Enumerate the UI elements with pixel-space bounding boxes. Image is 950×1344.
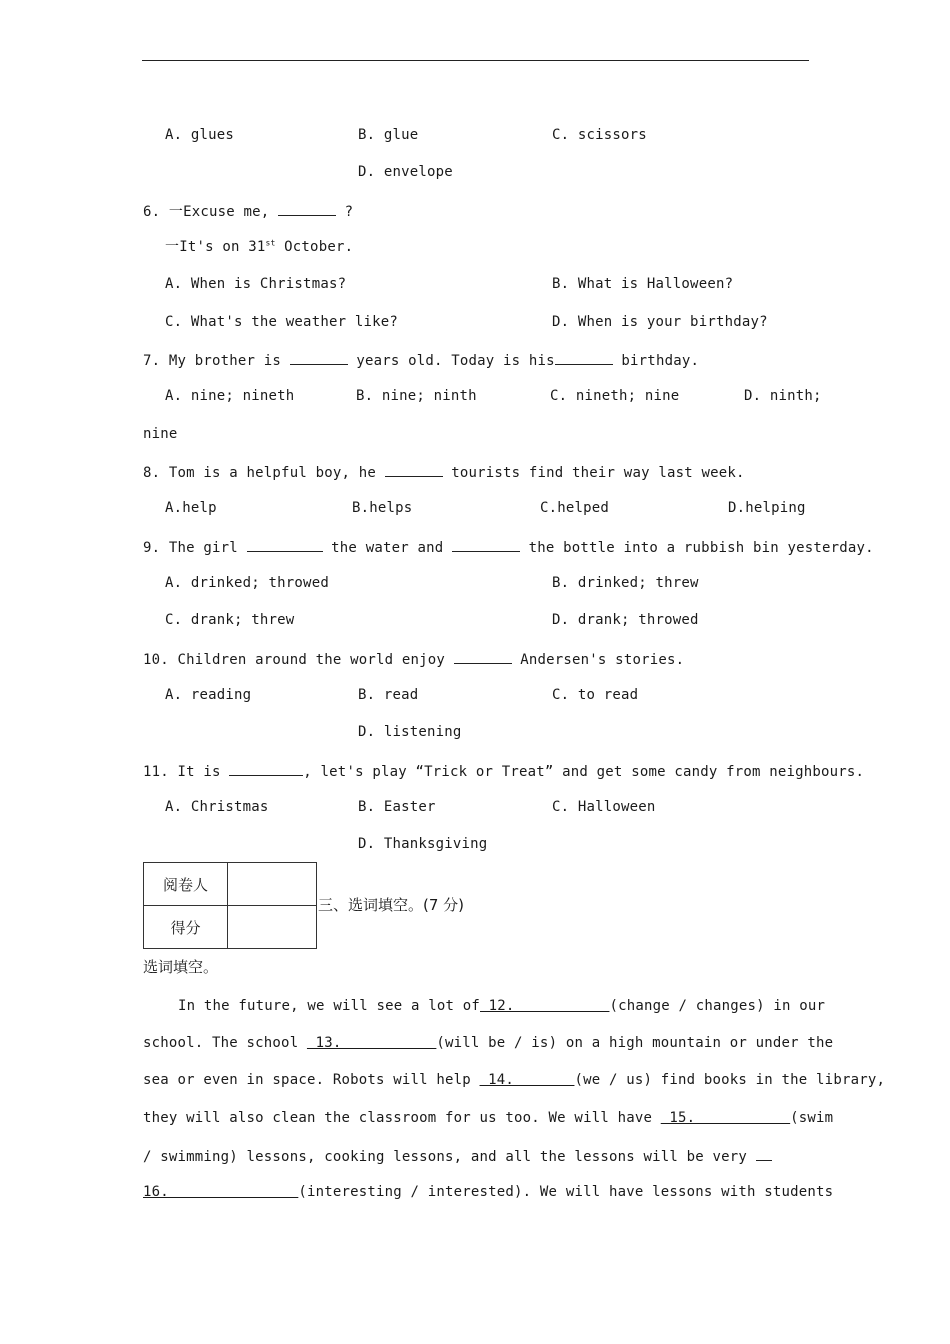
- q7-option-b: B. nine; ninth: [356, 388, 477, 404]
- q10-option-d: D. listening: [358, 724, 462, 740]
- q8-blank: [385, 462, 443, 477]
- blank-14[interactable]: 14.: [479, 1072, 575, 1088]
- passage-line-3: [143, 1071, 885, 1089]
- q6-stem: [143, 201, 353, 221]
- q6-answer-sup: st: [265, 238, 276, 248]
- q11-option-a: A. Christmas: [165, 799, 269, 815]
- passage-text: sea or even in space. Robots will help: [143, 1072, 480, 1088]
- q6-stem-suffix: ?: [336, 204, 354, 220]
- q8-stem: [143, 462, 745, 482]
- passage-line-4: [143, 1109, 833, 1127]
- passage-text: In the future, we will see a lot of: [178, 998, 481, 1014]
- q5-option-b: B. glue: [358, 127, 419, 143]
- score-cell[interactable]: [228, 906, 317, 949]
- q10-blank: [454, 649, 512, 664]
- q11-option-c: C. Halloween: [552, 799, 656, 815]
- q9-stem-part2: the water and: [322, 540, 452, 556]
- q9-stem: [143, 537, 874, 557]
- q10-option-c: C. to read: [552, 687, 639, 703]
- q11-stem-part2: , let's play “Trick or Treat” and get some candy from neighbours.: [303, 764, 865, 780]
- q10-option-b: B. read: [358, 687, 419, 703]
- passage-text: / swimming) lessons, cooking lessons, and all the lessons will be very: [143, 1149, 756, 1165]
- passage-line-1: [178, 997, 825, 1015]
- header-rule: [142, 60, 809, 61]
- q6-answer: [165, 238, 353, 256]
- passage-text: (will be / is) on a high mountain or under the: [436, 1035, 834, 1051]
- q5-option-c: C. scissors: [552, 127, 647, 143]
- blank-16-start[interactable]: [756, 1146, 772, 1161]
- score-table: [143, 862, 317, 949]
- q9-blank-2: [452, 537, 520, 552]
- q7-option-d: D. ninth;: [744, 388, 822, 404]
- passage-text: (we / us) find books in the library,: [574, 1072, 886, 1088]
- passage-text: (change / changes) in our: [609, 998, 826, 1014]
- reviewer-label: 阅卷人: [144, 863, 228, 906]
- q7-blank-2: [555, 350, 613, 365]
- q8-stem-part2: tourists find their way last week.: [442, 465, 745, 481]
- q9-option-b: B. drinked; threw: [552, 575, 699, 591]
- section3-title: 三、选词填空。(7 分): [318, 896, 465, 914]
- q7-stem-part3: birthday.: [612, 353, 700, 369]
- score-table-row: [144, 863, 317, 906]
- q9-option-c: C. drank; threw: [165, 612, 295, 628]
- q7-stem-part1: 7. My brother is: [143, 353, 290, 369]
- q6-option-c: C. What's the weather like?: [165, 314, 398, 330]
- q10-stem-part1: 10. Children around the world enjoy: [143, 652, 454, 668]
- blank-13[interactable]: 13.: [306, 1035, 437, 1051]
- section3-instruction: 选词填空。: [143, 958, 219, 976]
- q11-option-d: D. Thanksgiving: [358, 836, 488, 852]
- q10-option-a: A. reading: [165, 687, 252, 703]
- passage-text: school. The school: [143, 1035, 307, 1051]
- q7-stem: [143, 350, 699, 370]
- q6-stem-prefix: 6. 一Excuse me,: [143, 204, 279, 220]
- q8-option-c: C.helped: [540, 500, 610, 516]
- passage-text: they will also clean the classroom for us too. We will have: [143, 1110, 661, 1126]
- q9-option-a: A. drinked; throwed: [165, 575, 329, 591]
- q5-option-a: A. glues: [165, 127, 235, 143]
- q7-option-d-continued: nine: [143, 426, 178, 442]
- q6-option-a: A. When is Christmas?: [165, 276, 347, 292]
- q9-blank-1: [247, 537, 323, 552]
- q8-stem-part1: 8. Tom is a helpful boy, he: [143, 465, 385, 481]
- q11-option-b: B. Easter: [358, 799, 436, 815]
- passage-text: (interesting / interested). We will have lessons with students: [298, 1184, 834, 1200]
- q7-option-a: A. nine; nineth: [165, 388, 295, 404]
- q6-blank: [278, 201, 336, 216]
- q8-option-b: B.helps: [352, 500, 413, 516]
- blank-15[interactable]: 15.: [660, 1110, 791, 1126]
- q7-blank-1: [290, 350, 348, 365]
- reviewer-cell[interactable]: [228, 863, 317, 906]
- q9-stem-part3: the bottle into a rubbish bin yesterday.: [519, 540, 874, 556]
- blank-12[interactable]: 12.: [480, 998, 610, 1014]
- q5-option-d: D. envelope: [358, 164, 453, 180]
- passage-line-6: [143, 1183, 833, 1201]
- score-label: 得分: [144, 906, 228, 949]
- q6-answer-prefix: 一It's on 31: [165, 239, 266, 255]
- q6-answer-suffix: October.: [275, 239, 354, 255]
- q9-option-d: D. drank; throwed: [552, 612, 699, 628]
- q7-stem-part2: years old. Today is his: [347, 353, 555, 369]
- q6-option-d: D. When is your birthday?: [552, 314, 768, 330]
- q10-stem: [143, 649, 684, 669]
- q6-option-b: B. What is Halloween?: [552, 276, 734, 292]
- q10-stem-part2: Andersen's stories.: [511, 652, 685, 668]
- passage-line-5: [143, 1146, 772, 1166]
- q11-stem: [143, 761, 864, 781]
- q11-stem-part1: 11. It is: [143, 764, 230, 780]
- passage-line-2: [143, 1034, 833, 1052]
- passage-text: (swim: [790, 1110, 834, 1126]
- q8-option-d: D.helping: [728, 500, 806, 516]
- score-table-row: [144, 906, 317, 949]
- q7-option-c: C. nineth; nine: [550, 388, 680, 404]
- q8-option-a: A.help: [165, 500, 217, 516]
- q11-blank: [229, 761, 303, 776]
- blank-16[interactable]: 16.: [143, 1184, 299, 1200]
- q9-stem-part1: 9. The girl: [143, 540, 247, 556]
